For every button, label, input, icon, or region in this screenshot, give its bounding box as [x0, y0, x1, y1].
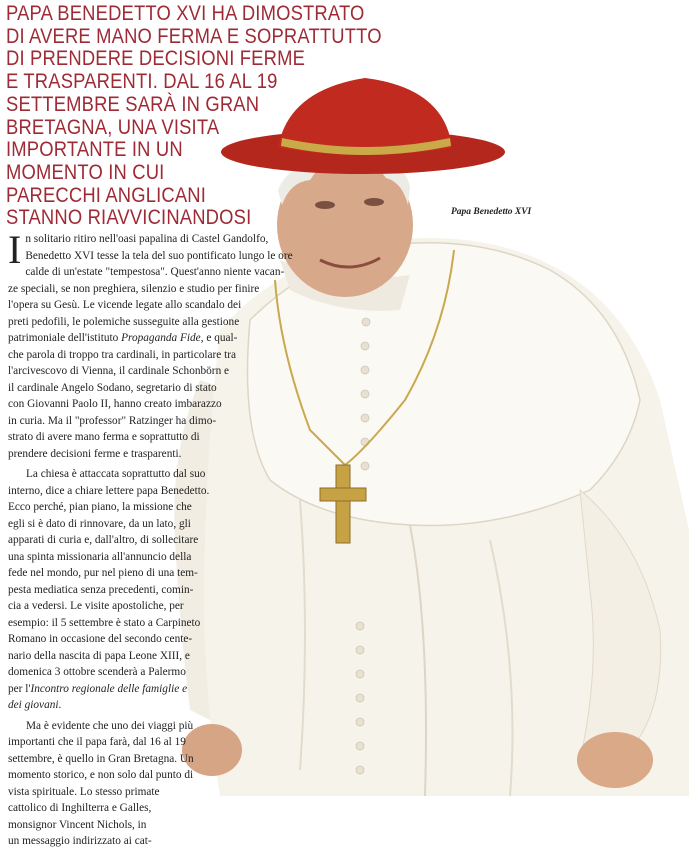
text-line: preti pedofili, le polemiche susseguite alla gestione — [8, 315, 240, 328]
text-line: Benedetto XVI tesse la tela del suo pontificato lungo le ore — [25, 249, 293, 262]
article-body — [8, 227, 448, 850]
headline-line: STANNO RIAVVICINANDOSI — [6, 205, 252, 230]
headline-line: DI PRENDERE DECISIONI FERME — [6, 46, 306, 71]
right-hand — [577, 732, 653, 788]
text-line: egli si è dato di rinnovare, da un lato, gli — [8, 517, 191, 530]
headline-line: IMPORTANTE IN UN — [6, 137, 183, 162]
text-line: n solitario ritiro nell'oasi papalina di Castel Gandolfo, — [25, 233, 269, 245]
text-segment: per l' — [8, 682, 31, 695]
text-line: La chiesa è attaccata soprattutto dal suo — [26, 468, 206, 480]
text-line — [8, 681, 448, 698]
text-line: nario della nascita di papa Leone XIII, e — [8, 649, 190, 662]
text-line: Ecco perché, pian piano, la missione che — [8, 501, 192, 513]
institute-name: Propaganda Fide — [121, 332, 201, 344]
text-line: interno, dice a chiare lettere papa Benedetto. — [8, 484, 210, 497]
text-line: con Giovanni Paolo II, hanno creato imbarazzo — [8, 398, 222, 410]
text-line: cia a vedersi. Le visite apostoliche, per — [8, 600, 184, 612]
text-line: fede nel mondo, pur nel pieno di una tem- — [8, 567, 198, 579]
text-line: una spinta missionaria all'annuncio della — [8, 550, 192, 563]
text-line — [8, 697, 448, 714]
text-segment: patrimoniale dell'istituto — [8, 332, 122, 344]
text-segment: . — [58, 699, 62, 711]
text-line: monsignor Vincent Nichols, in — [8, 818, 147, 831]
headline-line: DI AVERE MANO FERMA E SOPRATTUTTO — [6, 23, 382, 48]
text-line: l'opera su Gesù. Le vicende legate allo scandalo dei — [8, 299, 242, 311]
text-line: pesta mediatica senza precedenti, comin- — [8, 583, 194, 596]
text-line: il cardinale Angelo Sodano, segretario di stato — [8, 381, 217, 394]
text-line: Ma è evidente che uno dei viaggi più — [26, 719, 194, 732]
text-line: un messaggio indirizzato ai cat- — [8, 835, 152, 847]
text-line: calde di un'estate "tempestosa". Quest'anno niente vacan- — [25, 266, 285, 278]
drop-cap: I — [8, 227, 22, 272]
text-line: esempio: il 5 settembre è stato a Carpineto — [8, 616, 201, 629]
text-line: settembre, è quello in Gran Bretagna. Un — [8, 752, 194, 765]
photo-caption: Papa Benedetto XVI — [451, 207, 532, 217]
headline — [6, 2, 426, 229]
text-line: l'arcivescovo di Vienna, il cardinale Schonbörn e — [8, 365, 230, 377]
text-line: che parola di troppo tra cardinali, in particolare tra — [8, 348, 237, 361]
event-name: Incontro regionale delle famiglie e — [30, 682, 188, 695]
text-line — [8, 330, 448, 347]
text-line: apparati di curia e, dall'altro, di sollecitare — [8, 534, 199, 546]
text-line: ze speciali, se non preghiera, silenzio e studio per finire — [8, 282, 260, 295]
text-segment: , e qual- — [200, 332, 238, 344]
headline-line: BRETAGNA, UNA VISITA — [6, 114, 220, 139]
text-line: vista spirituale. Lo stesso primate — [8, 785, 160, 798]
text-line: domenica 3 ottobre scenderà a Palermo — [8, 666, 186, 678]
text-line: Romano in occasione del secondo cente- — [8, 633, 193, 645]
text-line: cattolico di Inghilterra e Galles, — [8, 802, 152, 814]
event-name: dei giovani — [8, 699, 59, 711]
headline-line: MOMENTO IN CUI — [6, 159, 165, 184]
text-line: importanti che il papa farà, dal 16 al 19 — [8, 736, 186, 748]
text-line: in curia. Ma il "professor" Ratzinger ha dimo- — [8, 414, 217, 427]
text-line: prendere decisioni ferme e trasparenti. — [8, 447, 182, 460]
headline-line: PARECCHI ANGLICANI — [6, 182, 207, 207]
headline-line: SETTEMBRE SARÀ IN GRAN — [6, 91, 260, 116]
text-line: strato di avere mano ferma e soprattutto di — [8, 431, 200, 443]
text-line: momento storico, e non solo dal punto di — [8, 769, 194, 781]
headline-line: E TRASPARENTI. DAL 16 AL 19 — [6, 69, 278, 94]
headline-line: PAPA BENEDETTO XVI HA DIMOSTRATO — [6, 1, 365, 25]
